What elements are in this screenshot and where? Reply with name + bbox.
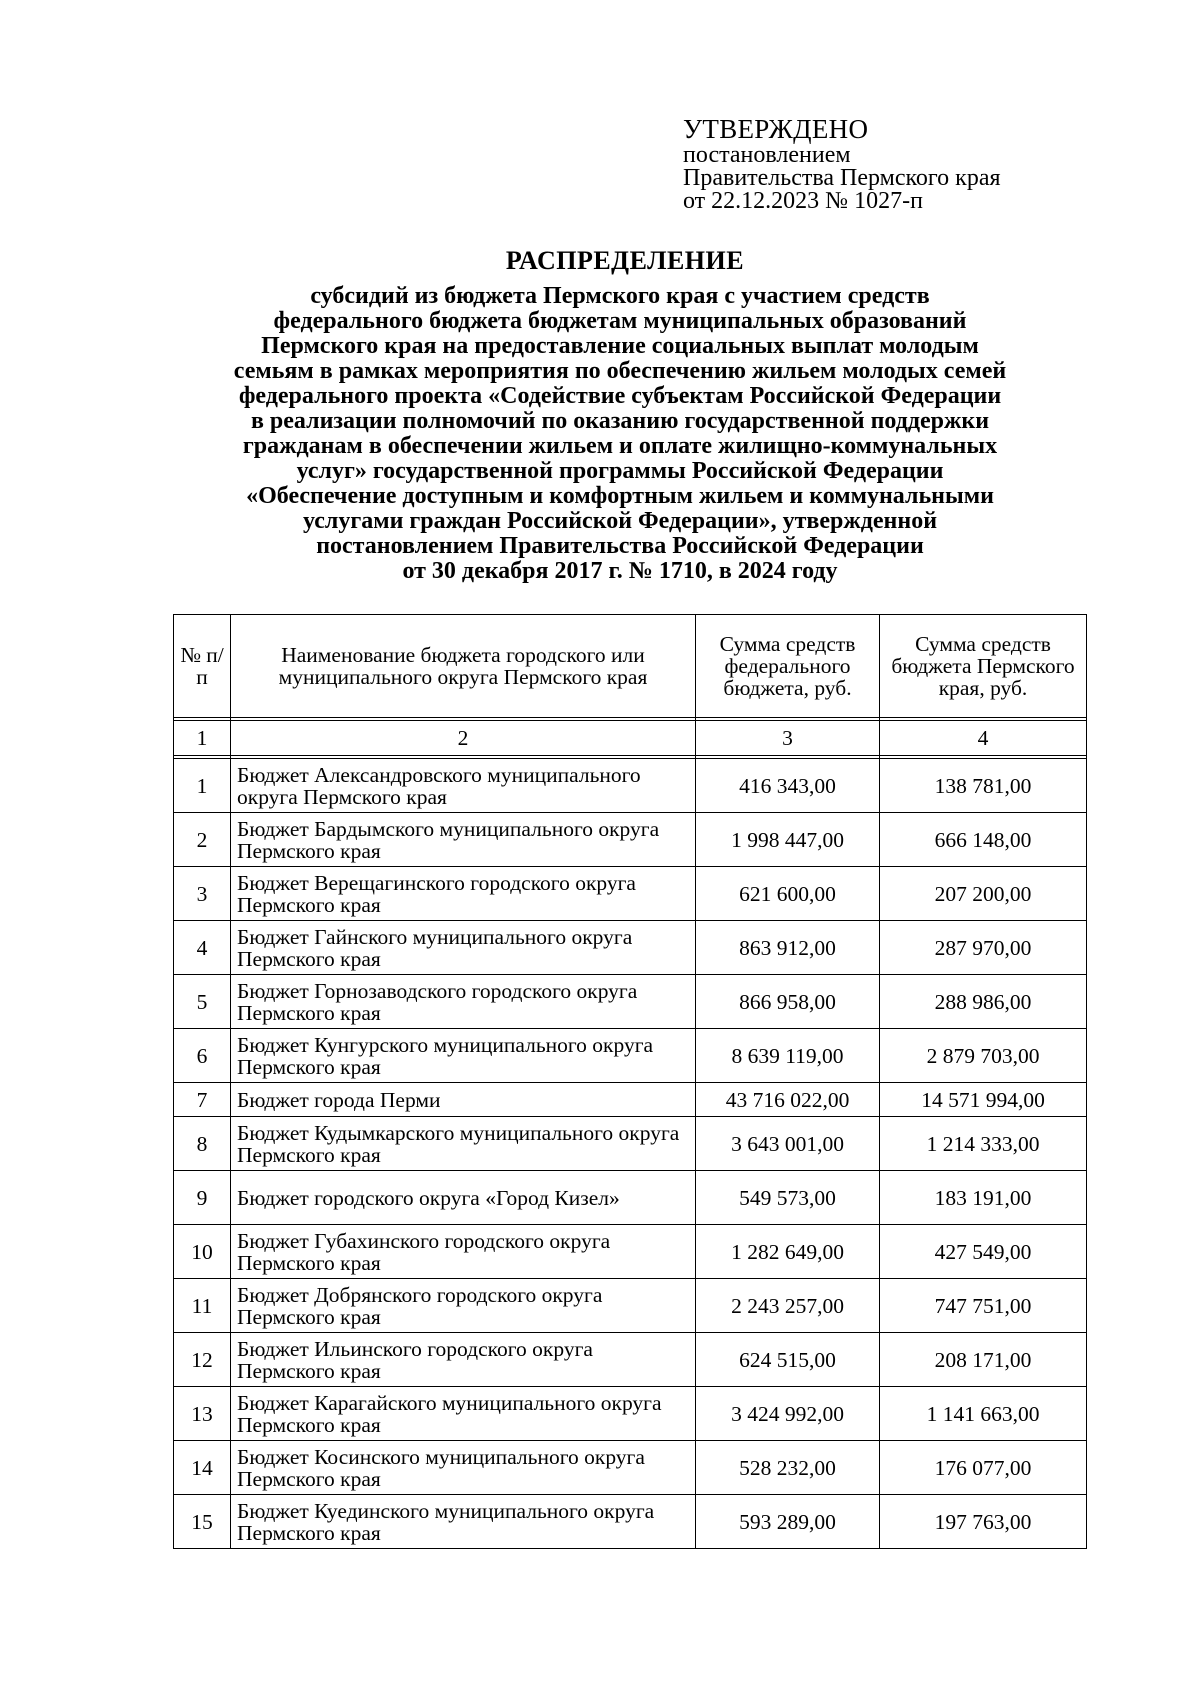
row-federal-sum: 624 515,00	[696, 1333, 880, 1387]
subtitle-line: федерального бюджета бюджетам муниципальных образований	[273, 308, 967, 334]
table-header-row	[174, 615, 1087, 718]
row-number: 9	[174, 1171, 231, 1225]
subtitle-line: постановлением Правительства Российской Федерации	[316, 533, 924, 559]
column-number: 3	[696, 721, 880, 756]
table-row	[174, 1029, 1087, 1083]
row-budget-name: Бюджет Куединского муниципального округа Пермского края	[231, 1495, 696, 1549]
subtitle-line: Пермского края на предоставление социальных выплат молодым	[261, 333, 979, 359]
row-budget-name: Бюджет Верещагинского городского округа Пермского края	[231, 867, 696, 921]
row-budget-name: Бюджет Александровского муниципального округа Пермского края	[231, 759, 696, 813]
row-regional-sum: 666 148,00	[880, 813, 1087, 867]
row-federal-sum: 8 639 119,00	[696, 1029, 880, 1083]
approval-line: Правительства Пермского края	[683, 165, 1001, 191]
row-federal-sum: 1 282 649,00	[696, 1225, 880, 1279]
approval-line: постановлением	[683, 142, 851, 168]
row-federal-sum: 1 998 447,00	[696, 813, 880, 867]
table-row	[174, 1495, 1087, 1549]
subtitle-line: услуг» государственной программы Российской Федерации	[296, 458, 944, 484]
row-federal-sum: 863 912,00	[696, 921, 880, 975]
row-federal-sum: 416 343,00	[696, 759, 880, 813]
row-regional-sum: 2 879 703,00	[880, 1029, 1087, 1083]
row-budget-name: Бюджет Гайнского муниципального округа Пермского края	[231, 921, 696, 975]
table-row	[174, 813, 1087, 867]
row-federal-sum: 2 243 257,00	[696, 1279, 880, 1333]
row-federal-sum: 593 289,00	[696, 1495, 880, 1549]
table-row	[174, 1279, 1087, 1333]
row-number: 6	[174, 1029, 231, 1083]
row-number: 15	[174, 1495, 231, 1549]
table-row	[174, 1387, 1087, 1441]
row-budget-name: Бюджет Косинского муниципального округа Пермского края	[231, 1441, 696, 1495]
table-row	[174, 975, 1087, 1029]
row-number: 13	[174, 1387, 231, 1441]
row-federal-sum: 866 958,00	[696, 975, 880, 1029]
row-regional-sum: 1 141 663,00	[880, 1387, 1087, 1441]
row-number: 12	[174, 1333, 231, 1387]
subtitle-line: «Обеспечение доступным и комфортным жильем и коммунальными	[246, 483, 994, 509]
row-regional-sum: 288 986,00	[880, 975, 1087, 1029]
column-number: 4	[880, 721, 1087, 756]
row-number: 7	[174, 1083, 231, 1117]
column-number: 2	[231, 721, 696, 756]
table-row	[174, 867, 1087, 921]
row-number: 11	[174, 1279, 231, 1333]
table-row	[174, 1171, 1087, 1225]
approval-block	[683, 114, 1001, 213]
row-budget-name: Бюджет Кунгурского муниципального округа Пермского края	[231, 1029, 696, 1083]
row-regional-sum: 207 200,00	[880, 867, 1087, 921]
row-number: 1	[174, 759, 231, 813]
row-federal-sum: 549 573,00	[696, 1171, 880, 1225]
table-row	[174, 1117, 1087, 1171]
row-number: 14	[174, 1441, 231, 1495]
row-regional-sum: 1 214 333,00	[880, 1117, 1087, 1171]
approval-stamp: УТВЕРЖДЕНО	[683, 114, 869, 144]
row-regional-sum: 197 763,00	[880, 1495, 1087, 1549]
subtitle-line: семьям в рамках мероприятия по обеспечению жильем молодых семей	[233, 358, 1007, 384]
row-regional-sum: 176 077,00	[880, 1441, 1087, 1495]
row-number: 2	[174, 813, 231, 867]
approval-line: от 22.12.2023 № 1027-п	[683, 188, 923, 214]
header-number: № п/п	[174, 615, 231, 718]
column-number: 1	[174, 721, 231, 756]
row-budget-name: Бюджет Кудымкарского муниципального округа Пермского края	[231, 1117, 696, 1171]
row-regional-sum: 287 970,00	[880, 921, 1087, 975]
row-budget-name: Бюджет Губахинского городского округа Пермского края	[231, 1225, 696, 1279]
row-budget-name: Бюджет Бардымского муниципального округа Пермского края	[231, 813, 696, 867]
table-row	[174, 1441, 1087, 1495]
row-regional-sum: 747 751,00	[880, 1279, 1087, 1333]
table-row	[174, 921, 1087, 975]
row-regional-sum: 138 781,00	[880, 759, 1087, 813]
row-budget-name: Бюджет городского округа «Город Кизел»	[231, 1171, 696, 1225]
row-regional-sum: 208 171,00	[880, 1333, 1087, 1387]
table-row	[174, 1333, 1087, 1387]
column-number-row	[174, 721, 1087, 756]
row-number: 4	[174, 921, 231, 975]
header-regional-sum: Сумма средств бюджета Пермского края, руб.	[880, 615, 1087, 718]
table-row	[174, 1083, 1087, 1117]
document-title: РАСПРЕДЕЛЕНИЕ	[505, 246, 745, 275]
row-federal-sum: 3 643 001,00	[696, 1117, 880, 1171]
subtitle-line: от 30 декабря 2017 г. № 1710, в 2024 году	[402, 558, 838, 584]
subtitle-line: услугами граждан Российской Федерации», утвержденной	[302, 508, 938, 534]
subtitle-line: в реализации полномочий по оказанию государственной поддержки	[250, 408, 990, 434]
row-number: 8	[174, 1117, 231, 1171]
document-subtitle	[170, 284, 1070, 584]
row-regional-sum: 427 549,00	[880, 1225, 1087, 1279]
distribution-table	[173, 614, 1087, 1549]
row-number: 5	[174, 975, 231, 1029]
row-regional-sum: 14 571 994,00	[880, 1083, 1087, 1117]
header-federal-sum: Сумма средств федерального бюджета, руб.	[696, 615, 880, 718]
row-federal-sum: 621 600,00	[696, 867, 880, 921]
row-budget-name: Бюджет Добрянского городского округа Пермского края	[231, 1279, 696, 1333]
row-budget-name: Бюджет города Перми	[231, 1083, 696, 1117]
subtitle-line: гражданам в обеспечении жильем и оплате жилищно-коммунальных	[242, 433, 998, 459]
row-budget-name: Бюджет Ильинского городского округа Пермского края	[231, 1333, 696, 1387]
row-federal-sum: 528 232,00	[696, 1441, 880, 1495]
subtitle-line: субсидий из бюджета Пермского края с участием средств	[310, 283, 930, 309]
table-row	[174, 1225, 1087, 1279]
row-regional-sum: 183 191,00	[880, 1171, 1087, 1225]
row-federal-sum: 3 424 992,00	[696, 1387, 880, 1441]
row-federal-sum: 43 716 022,00	[696, 1083, 880, 1117]
row-budget-name: Бюджет Горнозаводского городского округа Пермского края	[231, 975, 696, 1029]
header-budget-name: Наименование бюджета городского или муниципального округа Пермского края	[231, 615, 696, 718]
row-number: 3	[174, 867, 231, 921]
subtitle-line: федерального проекта «Содействие субъектам Российской Федерации	[238, 383, 1002, 409]
table-row	[174, 759, 1087, 813]
row-budget-name: Бюджет Карагайского муниципального округа Пермского края	[231, 1387, 696, 1441]
table-body	[174, 759, 1087, 1549]
row-number: 10	[174, 1225, 231, 1279]
